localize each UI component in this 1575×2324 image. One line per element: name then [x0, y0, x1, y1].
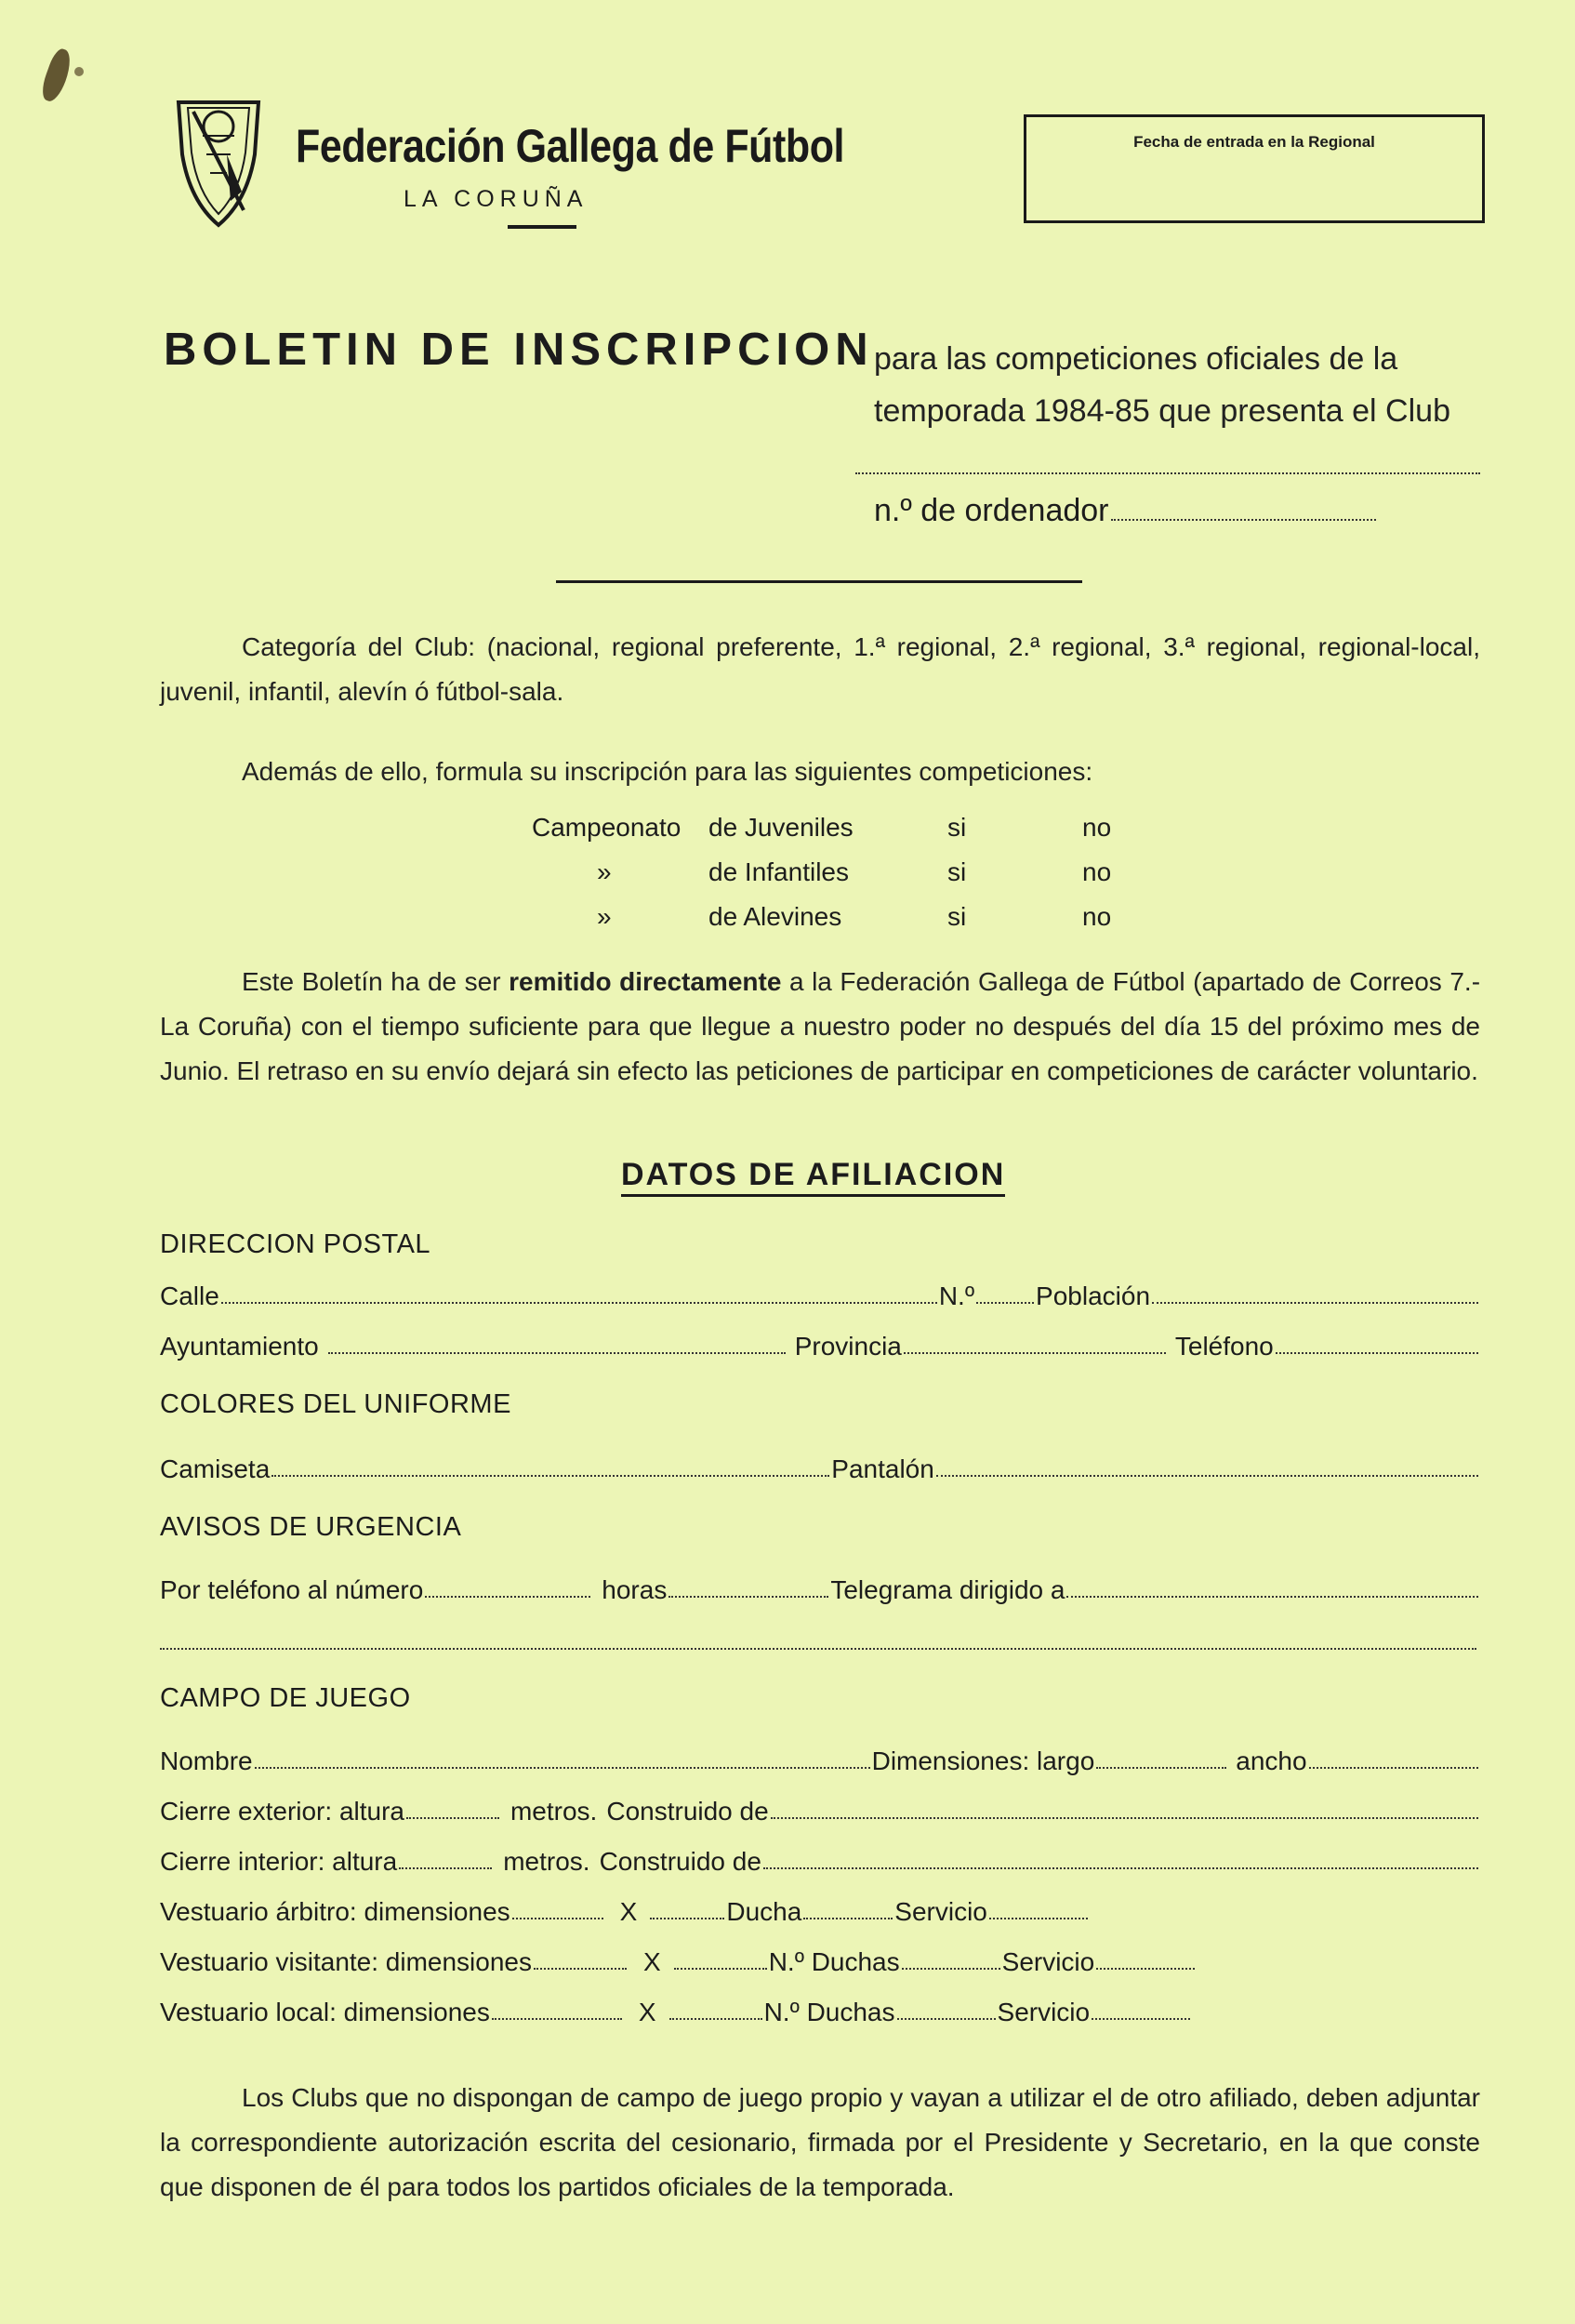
cierre-ext-label: Cierre exterior: altura [160, 1797, 404, 1826]
n-duchas-label: N.º Duchas [768, 1947, 900, 1976]
telefono-field[interactable] [1276, 1352, 1478, 1354]
city-underline [508, 225, 576, 229]
ancho-label: ancho [1236, 1746, 1307, 1775]
form-subtitle: para las competiciones oficiales de la temporada 1984-85 que presenta el Club [874, 341, 1450, 429]
metros-label: metros. [503, 1847, 590, 1876]
phone-field[interactable] [425, 1596, 590, 1598]
federation-crest-icon [175, 99, 262, 229]
construido-label: Construido de [599, 1847, 761, 1876]
largo-label: Dimensiones: largo [871, 1746, 1095, 1775]
federation-name: Federación Gallega de Fútbol [296, 120, 845, 172]
competition-name: de Alevines [708, 902, 842, 931]
colors-heading: COLORES DEL UNIFORME [160, 1389, 511, 1419]
ordenador-label: n.º de ordenador [874, 493, 1109, 528]
entry-date-label: Fecha de entrada en la Regional [1133, 133, 1375, 151]
urgent-heading: AVISOS DE URGENCIA [160, 1512, 462, 1542]
title-divider [556, 580, 1082, 583]
paper-stain [74, 67, 84, 76]
vest-visitante-row [160, 1944, 1480, 1977]
affiliation-title: DATOS DE AFILIACION [621, 1157, 1005, 1197]
numero-field[interactable] [976, 1302, 1034, 1304]
postal-heading: DIRECCION POSTAL [160, 1229, 431, 1259]
pantalon-label: Pantalón [831, 1454, 934, 1483]
construido-int-field[interactable] [763, 1867, 1478, 1869]
pantalon-field[interactable] [936, 1475, 1478, 1477]
competition-lead: » [597, 857, 612, 886]
entry-date-box[interactable] [1024, 114, 1485, 223]
ayuntamiento-field[interactable] [328, 1352, 786, 1354]
category-paragraph [160, 625, 1480, 714]
footer-text: Los Clubs que no dispongan de campo de juego propio y vayan a utilizar el de otro afiliado, deben adjuntar la correspondiente autorización escrita del cesionario, firmada por el Presidente y Secretario, en la que conste que disponen de él para todos los partidos oficiales de la temporada. [160, 2083, 1480, 2201]
vest-local-row [160, 1994, 1480, 2027]
telegram-label: Telegrama dirigido a [830, 1575, 1065, 1604]
vest-arbitro-row [160, 1893, 1480, 1927]
telefono-label: Teléfono [1174, 1332, 1274, 1361]
construido-label: Construido de [606, 1797, 769, 1826]
club-name-field[interactable] [855, 472, 1480, 474]
footer-paragraph [160, 2076, 1480, 2210]
provincia-label: Provincia [794, 1332, 902, 1361]
n-duchas-field[interactable] [902, 1968, 1000, 1970]
field-row-name [160, 1743, 1480, 1776]
servicio-field[interactable] [1092, 2018, 1190, 2020]
notice-text-1: Este Boletín ha de ser [242, 967, 510, 996]
postal-row-1 [160, 1278, 1480, 1311]
paper-stain [38, 46, 76, 104]
vest-local-dim2-field[interactable] [669, 2018, 762, 2020]
vest-visitante-dim2-field[interactable] [674, 1968, 767, 1970]
servicio-field[interactable] [1096, 1968, 1195, 1970]
notice-text-2: a la Federación Gallega de Fútbol (apartado de Correos 7.-La Coruña) con el tiempo suficiente para que llegue a nuestro poder no después del día 15 del próximo mes de Junio. El retraso en su envío dejará sin efecto las peticiones de participar en competiciones de carácter voluntario. [160, 967, 1481, 1085]
vest-visitante-label: Vestuario visitante: dimensiones [160, 1947, 532, 1976]
competition-name: de Infantiles [708, 857, 849, 886]
largo-field[interactable] [1096, 1767, 1226, 1769]
servicio-field[interactable] [989, 1918, 1088, 1919]
competition-name: de Juveniles [708, 813, 854, 842]
poblacion-label: Población [1036, 1282, 1151, 1310]
poblacion-field[interactable] [1152, 1302, 1478, 1304]
n-duchas-field[interactable] [897, 2018, 996, 2020]
x-label: X [619, 1897, 638, 1926]
colors-row [160, 1451, 1480, 1484]
telegram-continuation-field[interactable] [160, 1648, 1476, 1650]
field-heading: CAMPO DE JUEGO [160, 1683, 411, 1713]
vest-local-dim1-field[interactable] [492, 2018, 622, 2020]
ancho-field[interactable] [1309, 1767, 1478, 1769]
ducha-label: Ducha [726, 1897, 802, 1926]
competitions-intro [160, 750, 1480, 794]
construido-ext-field[interactable] [771, 1817, 1478, 1819]
numero-label: N.º [938, 1282, 975, 1310]
competition-no[interactable]: no [1082, 857, 1112, 886]
vest-arbitro-dim2-field[interactable] [650, 1918, 724, 1919]
competition-yes[interactable]: si [947, 902, 967, 931]
calle-field[interactable] [221, 1302, 937, 1304]
competition-lead: Campeonato [532, 813, 682, 842]
competition-lead: » [597, 902, 612, 931]
phone-label: Por teléfono al número [160, 1575, 424, 1604]
n-duchas-label: N.º Duchas [763, 1998, 895, 2026]
vest-local-label: Vestuario local: dimensiones [160, 1998, 490, 2026]
vest-visitante-dim1-field[interactable] [534, 1968, 627, 1970]
servicio-label: Servicio [1001, 1947, 1095, 1976]
hours-label: horas [602, 1575, 668, 1604]
competitions-intro-text: Además de ello, formula su inscripción para las siguientes competiciones: [242, 757, 1093, 786]
field-row-ext [160, 1793, 1480, 1826]
cierre-ext-field[interactable] [406, 1817, 499, 1819]
ordenador-row [874, 493, 1376, 529]
hours-field[interactable] [668, 1596, 828, 1598]
x-label: X [638, 1998, 656, 2026]
x-label: X [643, 1947, 661, 1976]
competition-yes[interactable]: si [947, 813, 967, 842]
notice-paragraph [160, 960, 1480, 1094]
ducha-field[interactable] [803, 1918, 893, 1919]
category-text: Categoría del Club: (nacional, regional preferente, 1.ª regional, 2.ª regional, 3.ª regional, regional-local, juvenil, infantil, alevín ó fútbol-sala. [160, 632, 1480, 706]
competition-no[interactable]: no [1082, 813, 1112, 842]
servicio-label: Servicio [894, 1897, 987, 1926]
competition-row [532, 813, 681, 843]
provincia-field[interactable] [904, 1352, 1166, 1354]
postal-row-2 [160, 1328, 1480, 1361]
telegram-field[interactable] [1066, 1596, 1478, 1598]
metros-label: metros. [510, 1797, 598, 1826]
nombre-field[interactable] [255, 1767, 870, 1769]
servicio-label: Servicio [997, 1998, 1091, 2026]
calle-label: Calle [160, 1282, 219, 1310]
field-row-int [160, 1843, 1480, 1877]
vest-arbitro-dim1-field[interactable] [512, 1918, 603, 1919]
competition-no[interactable]: no [1082, 902, 1112, 931]
camiseta-label: Camiseta [160, 1454, 271, 1483]
form-title: BOLETIN DE INSCRIPCION [164, 325, 874, 375]
federation-city: LA CORUÑA [404, 186, 589, 212]
vest-arbitro-label: Vestuario árbitro: dimensiones [160, 1897, 510, 1926]
camiseta-field[interactable] [271, 1475, 829, 1477]
competition-yes[interactable]: si [947, 857, 967, 886]
notice-bold: remitido directamente [509, 967, 782, 996]
urgent-row [160, 1572, 1480, 1605]
cierre-int-label: Cierre interior: altura [160, 1847, 398, 1876]
ayuntamiento-label: Ayuntamiento [160, 1332, 319, 1361]
ordenador-field[interactable] [1111, 519, 1376, 521]
cierre-int-field[interactable] [399, 1867, 492, 1869]
nombre-label: Nombre [160, 1746, 253, 1775]
